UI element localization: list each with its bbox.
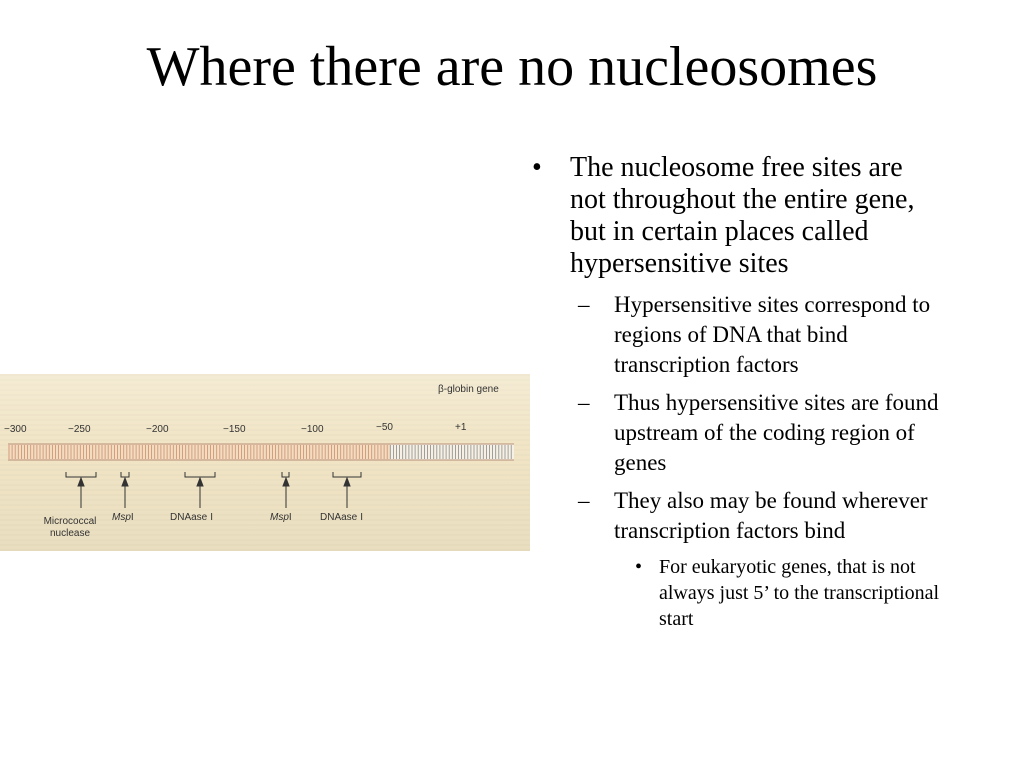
site-bracket-micrococcal [66,472,96,477]
site-bracket-dnaase-1 [185,472,215,477]
scale-label-minus-100: −100 [301,424,324,435]
scale-label-plus-1: +1 [455,422,467,433]
marker-label-dnaase-1 [170,512,213,523]
marker-label-msp-2-suffix: I [288,512,292,523]
bullet-main [532,152,942,280]
bullet-main-text: The nucleosome free sites are not throughout the entire gene, but in certain places called hypersensitive sites [570,152,915,279]
sub-sub-bullet-1-text: For eukaryotic genes, that is not always just 5’ to the transcriptional start [659,556,940,630]
marker-label-msp-2-prefix: Msp [270,512,289,523]
arrowhead-msp-1 [122,478,128,486]
scale-label-minus-200: −200 [146,424,169,435]
marker-label-msp-1-suffix: I [130,512,134,523]
marker-label-dnaase-2-prefix: DNAase [320,512,358,523]
scale-label-minus-50: −50 [376,422,393,433]
dash-marker: – [578,390,590,415]
dash-marker: – [578,488,590,513]
dna-strip-upstream [8,444,390,460]
slide-title: Where there are no nucleosomes [146,36,878,98]
scale-label-minus-250: −250 [68,424,91,435]
marker-label-micrococcal-line1: Micrococcal [43,516,97,527]
marker-label-msp-2 [270,512,292,523]
marker-label-dnaase-1-suffix: I [210,512,214,523]
sub-bullet-3-text: They also may be found wherever transcription factors bind [614,488,928,543]
marker-label-msp-1-prefix: Msp [112,512,131,523]
marker-label-dnaase-2-suffix: I [360,512,364,523]
site-bracket-msp-2 [282,472,289,477]
site-bracket-dnaase-2 [333,472,361,477]
site-bracket-msp-1 [121,472,129,477]
arrowhead-micrococcal [78,478,84,486]
marker-label-dnaase-1-prefix: DNAase [170,512,208,523]
bullet-marker: • [635,556,643,578]
scale-label-minus-300: −300 [4,424,27,435]
dash-marker: – [578,292,590,317]
scale-label-minus-150: −150 [223,424,246,435]
marker-label-dnaase-2 [320,512,363,523]
arrowhead-dnaase-2 [344,478,350,486]
sub-bullet-1-text: Hypersensitive sites correspond to regions of DNA that bind transcription factors [614,292,931,377]
sub-bullet-2-text: Thus hypersensitive sites are found upstream of the coding region of genes [614,390,939,475]
arrowhead-msp-2 [283,478,289,486]
sub-bullet-2 [532,388,942,478]
beta-globin-diagram [0,374,530,551]
arrowhead-dnaase-1 [197,478,203,486]
sub-sub-bullet-1 [532,554,942,632]
bullet-marker: • [532,152,542,183]
bullet-list [532,152,942,632]
dna-strip [8,444,514,460]
gene-label: β-globin gene [438,384,499,395]
marker-label-micrococcal-line2: nuclease [49,528,91,539]
beta-globin-figure [0,374,530,551]
sub-bullet-1 [532,290,942,380]
sub-bullet-3 [532,486,942,546]
marker-label-msp-1 [112,512,134,523]
